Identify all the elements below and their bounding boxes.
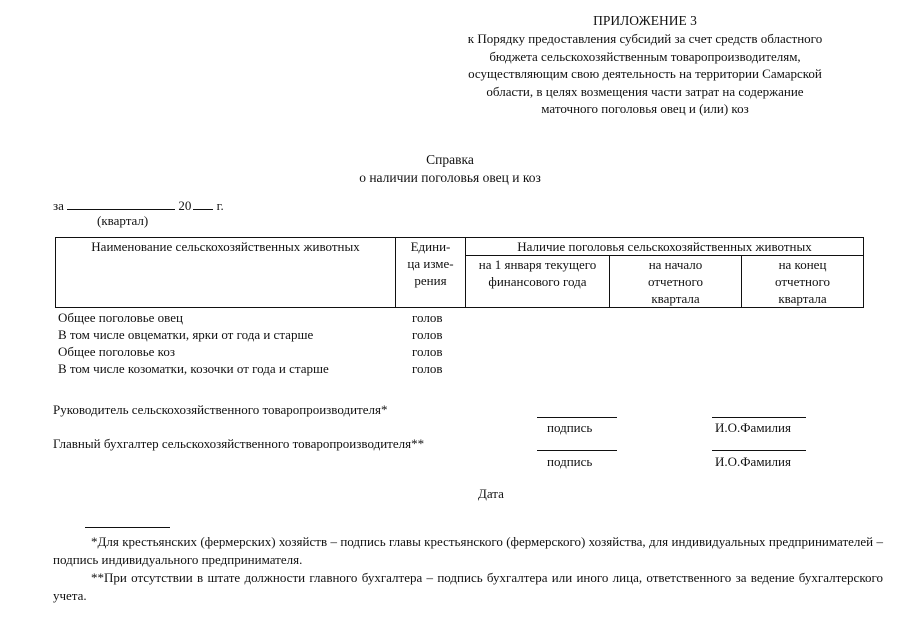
period-line	[53, 197, 224, 214]
header-availability-text: Наличие поголовья сельскохозяйственных животных	[517, 239, 812, 254]
header-unit	[396, 238, 466, 308]
header-quarter-start	[610, 256, 742, 308]
table-row-name: В том числе козоматки, козочки от года и старше	[58, 361, 329, 376]
quarter-blank[interactable]	[67, 197, 175, 210]
header-unit-line: рения	[414, 273, 447, 288]
head-signature-line[interactable]	[537, 417, 617, 418]
appendix-line: маточного поголовья овец и (или) коз	[541, 101, 749, 116]
accountant-sign-caption: подпись	[547, 454, 593, 469]
table-rows	[58, 309, 329, 377]
appendix-title: ПРИЛОЖЕНИЕ 3	[593, 13, 697, 28]
header-quarter-end-line: отчетного	[775, 274, 830, 289]
period-caption: (квартал)	[97, 213, 149, 228]
header-unit-line: Едини-	[410, 239, 451, 254]
header-quarter-end-line: квартала	[778, 291, 827, 306]
footnote-separator	[85, 527, 170, 528]
head-name-line[interactable]	[712, 417, 806, 418]
header-animal-name	[56, 238, 396, 308]
header-quarter-end	[742, 256, 864, 308]
document-subtitle: о наличии поголовья овец и коз	[359, 170, 541, 185]
document-title: Справка	[426, 152, 474, 167]
header-quarter-start-line: отчетного	[648, 274, 703, 289]
table-row-unit: голов	[412, 327, 443, 342]
accountant-name-line[interactable]	[712, 450, 806, 451]
header-availability	[466, 238, 864, 256]
table-row-unit: голов	[412, 344, 443, 359]
header-jan1-line: на 1 января текущего	[478, 257, 597, 272]
table-units	[412, 309, 442, 377]
header-quarter-start-line: квартала	[651, 291, 700, 306]
table-row-name: Общее поголовье коз	[58, 344, 175, 359]
appendix-line: бюджета сельскохозяйственным товаропроизводителям,	[489, 48, 801, 64]
accountant-label: Главный бухгалтер сельскохозяйственного товаропроизводителя**	[53, 436, 425, 451]
header-jan1-line: финансового года	[488, 274, 587, 289]
footnotes	[53, 533, 883, 605]
header-unit-line: ца изме-	[407, 256, 454, 271]
period-prefix: за	[53, 198, 64, 213]
footnote-2: **При отсутствии в штате должности главного бухгалтера – подпись бухгалтера или иного лица, ответственного за ведение бухгалтерского учета.	[53, 570, 883, 603]
appendix-line: к Порядку предоставления субсидий за счет средств областного	[467, 31, 823, 46]
header-animal-name-text: Наименование сельскохозяйственных животных	[91, 239, 360, 254]
period-suffix: г.	[216, 198, 224, 213]
table-row-unit: голов	[412, 361, 443, 376]
period-year-prefix: 20	[178, 198, 192, 213]
date-label: Дата	[478, 486, 504, 501]
appendix-line: области, в целях возмещения части затрат на содержание	[486, 83, 804, 99]
table-row-name: В том числе овцематки, ярки от года и старше	[58, 327, 314, 342]
head-name-caption: И.О.Фамилия	[715, 420, 791, 435]
accountant-signature-line[interactable]	[537, 450, 617, 451]
footnote-1: *Для крестьянских (фермерских) хозяйств – подпись главы крестьянского (фермерского) хозяйства, для индивидуальных предпринимателей – подпись индивидуального предпринимателя.	[53, 534, 883, 567]
header-quarter-end-line: на конец	[778, 257, 827, 272]
table-row-name: Общее поголовье овец	[58, 310, 183, 325]
appendix-line: осуществляющим свою деятельность на территории Самарской	[468, 66, 822, 81]
year-blank[interactable]	[193, 197, 213, 210]
header-quarter-start-line: на начало	[648, 257, 703, 272]
head-sign-caption: подпись	[547, 420, 593, 435]
livestock-table	[55, 237, 864, 308]
head-label: Руководитель сельскохозяйственного товаропроизводителя*	[53, 402, 388, 417]
header-jan1	[466, 256, 610, 308]
appendix-text	[430, 30, 860, 118]
accountant-name-caption: И.О.Фамилия	[715, 454, 791, 469]
table-row-unit: голов	[412, 310, 443, 325]
